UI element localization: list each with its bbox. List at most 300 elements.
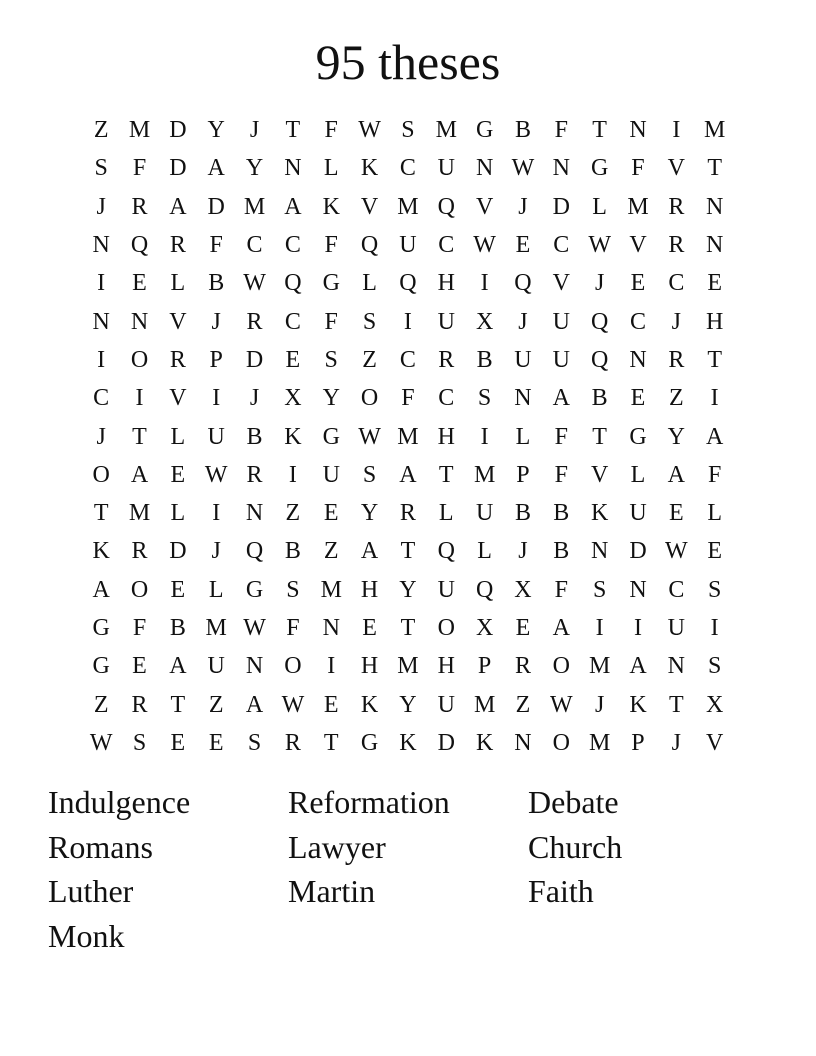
grid-letter: F: [554, 117, 568, 144]
grid-letter: I: [135, 385, 144, 412]
grid-letter: S: [94, 155, 108, 182]
grid-letter: L: [477, 538, 492, 565]
grid-letter: N: [475, 155, 494, 182]
grid-letter: Q: [514, 270, 532, 297]
grid-letter: Q: [590, 346, 609, 373]
grid-letter: E: [170, 729, 186, 756]
grid-letter: E: [707, 270, 722, 297]
grid-letter: P: [516, 461, 530, 488]
grid-letter: F: [132, 615, 147, 641]
grid-letter: E: [132, 653, 147, 680]
grid-letter: F: [554, 461, 568, 488]
grid-letter: B: [553, 538, 570, 565]
grid-letter: W: [549, 691, 573, 718]
grid-letter: Q: [475, 576, 494, 603]
grid-letter: D: [245, 346, 264, 373]
grid-letter: C: [438, 232, 455, 259]
grid-letter: B: [514, 500, 531, 527]
grid-letter: D: [169, 155, 187, 182]
grid-letter: M: [320, 576, 342, 603]
grid-letter: S: [401, 117, 415, 144]
grid-letter: T: [438, 461, 454, 488]
grid-letter: B: [284, 538, 301, 565]
grid-letter: N: [514, 729, 532, 756]
grid-letter: N: [590, 538, 609, 565]
grid-letter: B: [514, 117, 531, 144]
grid-letter: N: [706, 232, 724, 259]
grid-letter: V: [552, 270, 570, 297]
grid-letter: N: [514, 385, 532, 412]
grid-letter: R: [668, 232, 685, 259]
grid-letter: Y: [322, 385, 340, 412]
grid-letter: I: [97, 346, 106, 373]
grid-letter: S: [324, 346, 338, 373]
grid-letter: J: [211, 538, 221, 565]
grid-letter: X: [475, 615, 494, 641]
grid-letter: Q: [245, 538, 264, 565]
grid-letter: B: [246, 423, 263, 450]
grid-letter: K: [322, 193, 340, 220]
grid-letter: N: [92, 232, 110, 259]
grid-letter: X: [514, 576, 532, 603]
grid-letter: G: [92, 615, 110, 641]
grid-letter: Z: [285, 500, 301, 527]
grid-letter: L: [707, 500, 722, 527]
grid-letter: H: [437, 653, 455, 680]
grid-letter: I: [288, 461, 297, 488]
grid-letter: N: [552, 155, 570, 182]
grid-letter: A: [169, 193, 187, 220]
grid-letter: F: [286, 615, 300, 641]
grid-letter: J: [211, 308, 221, 335]
grid-letter: P: [631, 729, 645, 756]
grid-letter: S: [362, 461, 377, 488]
grid-letter: K: [360, 691, 379, 718]
grid-row: [82, 417, 734, 455]
grid-letter: V: [475, 193, 494, 220]
grid-letter: Z: [208, 691, 224, 718]
grid-letter: O: [360, 385, 379, 412]
grid-letter: J: [96, 193, 106, 220]
grid-letter: M: [704, 117, 726, 144]
grid-letter: A: [169, 653, 187, 680]
grid-letter: J: [518, 193, 528, 220]
grid-letter: U: [437, 576, 455, 603]
grid-letter: R: [668, 193, 685, 220]
grid-letter: S: [477, 385, 492, 412]
grid-letter: I: [633, 615, 642, 641]
grid-letter: W: [358, 423, 381, 450]
grid-letter: L: [170, 270, 186, 297]
grid-letter: A: [360, 538, 379, 565]
grid-row: [82, 111, 734, 149]
grid-letter: T: [285, 117, 301, 144]
grid-letter: W: [665, 538, 688, 565]
grid-letter: R: [514, 653, 531, 680]
grid-letter: U: [437, 691, 455, 718]
grid-letter: I: [672, 117, 681, 144]
grid-letter: L: [170, 423, 186, 450]
grid-letter: I: [480, 423, 489, 450]
grid-letter: F: [324, 308, 338, 335]
grid-row: [82, 188, 734, 226]
grid-letter: E: [630, 385, 646, 412]
grid-letter: M: [588, 653, 611, 680]
grid-letter: I: [212, 385, 221, 412]
word-list-item: Indulgence: [48, 784, 191, 820]
grid-letter: A: [92, 576, 110, 603]
grid-letter: U: [207, 653, 225, 680]
grid-letter: H: [437, 423, 455, 450]
grid-letter: K: [475, 729, 494, 756]
grid-letter: Y: [399, 691, 417, 718]
grid-letter: Q: [360, 232, 379, 259]
grid-letter: I: [97, 270, 106, 297]
grid-letter: F: [554, 423, 568, 450]
grid-letter: T: [93, 500, 109, 527]
grid-letter: O: [92, 461, 110, 488]
grid-letter: V: [590, 461, 609, 488]
grid-letter: E: [323, 500, 339, 527]
grid-letter: Q: [437, 538, 455, 565]
grid-letter: Y: [207, 117, 225, 144]
grid-letter: M: [588, 729, 611, 756]
grid-letter: D: [169, 117, 187, 144]
grid-letter: Z: [362, 346, 377, 373]
grid-letter: G: [322, 423, 340, 450]
grid-letter: S: [707, 576, 722, 603]
grid-letter: M: [243, 193, 266, 220]
grid-letter: I: [710, 615, 719, 641]
grid-letter: V: [169, 308, 187, 335]
grid-letter: H: [360, 653, 379, 680]
grid-letter: I: [327, 653, 336, 680]
grid-letter: J: [96, 423, 106, 450]
grid-letter: H: [360, 576, 379, 603]
grid-letter: N: [322, 615, 340, 641]
grid-letter: C: [668, 270, 685, 297]
grid-letter: U: [552, 308, 570, 335]
grid-letter: R: [131, 193, 148, 220]
grid-letter: Q: [284, 270, 302, 297]
grid-letter: O: [130, 576, 149, 603]
grid-letter: O: [130, 346, 149, 373]
grid-letter: L: [208, 576, 224, 603]
grid-letter: B: [553, 500, 570, 527]
grid-letter: S: [132, 729, 147, 756]
grid-letter: U: [552, 346, 570, 373]
grid-letter: Z: [323, 538, 339, 565]
grid-letter: J: [249, 385, 260, 412]
grid-letter: I: [480, 270, 489, 297]
grid-letter: G: [322, 270, 340, 297]
grid-letter: T: [707, 155, 722, 182]
word-list-item: Romans: [48, 828, 153, 865]
grid-letter: G: [92, 653, 110, 680]
grid-letter: D: [437, 729, 455, 756]
grid-letter: W: [281, 691, 305, 718]
grid-letter: L: [323, 155, 339, 182]
grid-letter: J: [518, 538, 528, 565]
grid-letter: H: [706, 308, 724, 335]
grid-letter: T: [592, 117, 607, 144]
grid-letter: S: [592, 576, 607, 603]
grid-letter: W: [243, 270, 266, 297]
grid-letter: U: [437, 308, 455, 335]
grid-letter: H: [437, 270, 455, 297]
grid-letter: R: [246, 308, 263, 335]
grid-letter: I: [710, 385, 719, 412]
grid-letter: W: [243, 615, 266, 641]
grid-letter: L: [592, 193, 607, 220]
grid-letter: J: [249, 117, 260, 144]
grid-letter: A: [629, 653, 647, 680]
grid-letter: G: [475, 117, 494, 144]
word-search-grid: [82, 111, 734, 762]
grid-letter: M: [128, 500, 151, 527]
grid-letter: G: [360, 729, 379, 756]
grid-row: [82, 609, 734, 647]
grid-letter: R: [131, 538, 148, 565]
grid-letter: X: [284, 385, 302, 412]
grid-row: [82, 647, 734, 685]
grid-letter: L: [630, 461, 646, 488]
grid-letter: C: [553, 232, 570, 259]
grid-letter: M: [205, 615, 227, 641]
grid-letter: E: [668, 500, 684, 527]
word-list: [48, 780, 768, 959]
grid-letter: D: [169, 538, 187, 565]
grid-letter: N: [706, 193, 724, 220]
grid-letter: B: [169, 615, 186, 641]
grid-letter: U: [399, 232, 417, 259]
grid-letter: D: [629, 538, 647, 565]
grid-letter: C: [399, 155, 416, 182]
grid-letter: F: [401, 385, 415, 412]
grid-letter: M: [473, 461, 496, 488]
grid-letter: K: [284, 423, 302, 450]
grid-letter: I: [595, 615, 604, 641]
grid-letter: C: [629, 308, 646, 335]
grid-letter: B: [208, 270, 225, 297]
grid-letter: C: [284, 232, 301, 259]
grid-letter: A: [667, 461, 685, 488]
grid-letter: Y: [245, 155, 264, 182]
grid-letter: J: [671, 729, 681, 756]
word-list-item: Luther: [48, 873, 134, 910]
grid-letter: N: [284, 155, 302, 182]
grid-letter: K: [590, 500, 609, 527]
grid-row: [82, 571, 734, 609]
grid-letter: F: [554, 576, 568, 603]
grid-letter: R: [438, 346, 455, 373]
grid-letter: A: [207, 155, 225, 182]
grid-letter: T: [707, 346, 722, 373]
grid-letter: V: [169, 385, 187, 412]
grid-letter: W: [473, 232, 496, 259]
grid-letter: A: [552, 385, 570, 412]
grid-letter: U: [629, 500, 647, 527]
grid-letter: Y: [360, 500, 379, 527]
grid-letter: Y: [667, 423, 685, 450]
grid-letter: N: [130, 308, 149, 335]
grid-letter: J: [671, 308, 681, 335]
grid-letter: V: [706, 729, 724, 756]
grid-letter: Q: [437, 193, 455, 220]
grid-letter: R: [668, 346, 685, 373]
grid-letter: I: [212, 500, 221, 527]
grid-letter: T: [668, 691, 684, 718]
grid-letter: U: [514, 346, 532, 373]
grid-letter: K: [399, 729, 417, 756]
grid-letter: Z: [93, 117, 109, 144]
grid-letter: A: [552, 615, 570, 641]
grid-letter: J: [594, 691, 605, 718]
grid-letter: R: [399, 500, 416, 527]
grid-letter: E: [170, 461, 186, 488]
grid-letter: N: [629, 346, 647, 373]
grid-letter: C: [668, 576, 685, 603]
grid-letter: W: [358, 117, 381, 144]
grid-letter: T: [323, 729, 339, 756]
grid-letter: V: [629, 232, 647, 259]
grid-letter: R: [131, 691, 148, 718]
grid-letter: F: [707, 461, 722, 488]
grid-letter: E: [515, 615, 531, 641]
word-list-item: Reformation: [288, 784, 450, 820]
grid-row: [82, 149, 734, 187]
grid-letter: N: [245, 653, 264, 680]
grid-letter: J: [594, 270, 605, 297]
grid-letter: O: [437, 615, 455, 641]
grid-letter: Z: [668, 385, 684, 412]
grid-letter: S: [286, 576, 300, 603]
grid-letter: M: [473, 691, 496, 718]
grid-letter: R: [284, 729, 301, 756]
grid-row: [82, 226, 734, 264]
grid-letter: E: [362, 615, 377, 641]
grid-letter: M: [397, 193, 419, 220]
grid-letter: N: [92, 308, 110, 335]
grid-letter: U: [207, 423, 225, 450]
grid-letter: D: [207, 193, 225, 220]
grid-letter: F: [324, 232, 338, 259]
page-title: 95 theses: [315, 34, 501, 90]
grid-letter: I: [403, 308, 412, 335]
grid-letter: G: [590, 155, 609, 182]
grid-letter: E: [170, 576, 186, 603]
grid-letter: P: [209, 346, 223, 373]
grid-letter: C: [284, 308, 301, 335]
grid-letter: E: [323, 691, 339, 718]
grid-letter: N: [245, 500, 264, 527]
grid-letter: T: [592, 423, 607, 450]
grid-letter: Q: [590, 308, 609, 335]
grid-letter: Z: [93, 691, 109, 718]
grid-row: [82, 341, 734, 379]
grid-row: [82, 724, 734, 762]
grid-letter: W: [204, 461, 228, 488]
word-list-item: Debate: [528, 784, 619, 820]
word-list-item: Martin: [288, 873, 376, 910]
grid-letter: M: [397, 653, 419, 680]
grid-letter: W: [89, 729, 113, 756]
grid-letter: C: [246, 232, 263, 259]
grid-row: [82, 302, 734, 340]
grid-letter: N: [629, 117, 647, 144]
grid-letter: T: [132, 423, 147, 450]
grid-letter: S: [362, 308, 377, 335]
grid-letter: Q: [130, 232, 149, 259]
grid-letter: A: [706, 423, 724, 450]
grid-letter: R: [169, 346, 186, 373]
grid-letter: W: [511, 155, 535, 182]
grid-letter: E: [630, 270, 646, 297]
grid-row: [82, 685, 734, 723]
grid-letter: M: [627, 193, 649, 220]
grid-letter: Q: [399, 270, 417, 297]
word-list-item: Church: [528, 828, 623, 865]
grid-letter: T: [400, 538, 416, 565]
grid-letter: S: [247, 729, 262, 756]
grid-letter: E: [285, 346, 301, 373]
grid-letter: R: [246, 461, 263, 488]
grid-letter: A: [130, 461, 149, 488]
grid-letter: U: [322, 461, 340, 488]
grid-row: [82, 379, 734, 417]
grid-letter: K: [629, 691, 647, 718]
grid-letter: G: [245, 576, 264, 603]
grid-letter: P: [477, 653, 492, 680]
grid-letter: C: [438, 385, 455, 412]
grid-letter: E: [132, 270, 147, 297]
grid-letter: B: [476, 346, 493, 373]
grid-letter: K: [360, 155, 379, 182]
grid-row: [82, 532, 734, 570]
grid-letter: X: [706, 691, 724, 718]
grid-letter: B: [591, 385, 608, 412]
grid-letter: C: [399, 346, 416, 373]
grid-letter: L: [438, 500, 454, 527]
grid-row: [82, 494, 734, 532]
grid-letter: Z: [515, 691, 531, 718]
grid-letter: F: [324, 117, 338, 144]
grid-letter: S: [707, 653, 722, 680]
grid-letter: E: [208, 729, 224, 756]
grid-letter: N: [629, 576, 647, 603]
grid-letter: G: [629, 423, 647, 450]
grid-letter: O: [552, 729, 570, 756]
grid-letter: E: [515, 232, 531, 259]
grid-letter: U: [437, 155, 455, 182]
grid-letter: O: [552, 653, 570, 680]
grid-letter: L: [515, 423, 531, 450]
grid-letter: M: [435, 117, 457, 144]
grid-letter: K: [92, 538, 110, 565]
grid-letter: O: [284, 653, 302, 680]
grid-letter: M: [128, 117, 151, 144]
grid-letter: M: [397, 423, 419, 450]
grid-letter: A: [284, 193, 302, 220]
grid-letter: A: [399, 461, 417, 488]
grid-letter: J: [518, 308, 528, 335]
grid-letter: E: [707, 538, 722, 565]
grid-letter: F: [209, 232, 223, 259]
grid-row: [82, 456, 734, 494]
grid-letter: F: [132, 155, 147, 182]
grid-letter: U: [475, 500, 494, 527]
grid-row: [82, 264, 734, 302]
